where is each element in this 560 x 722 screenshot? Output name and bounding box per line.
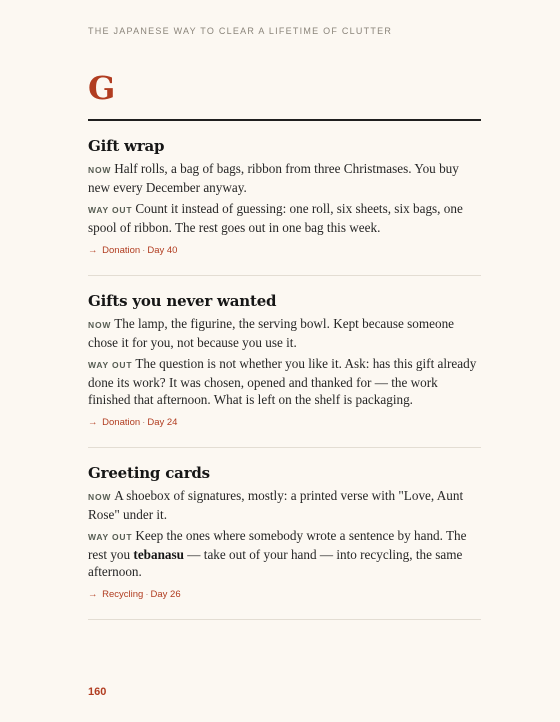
cross-reference	[88, 588, 481, 601]
entry-gifts-you-never-wanted	[88, 276, 481, 448]
cross-reference	[88, 416, 481, 429]
ref-separator: ·	[145, 589, 149, 600]
way-out-paragraph	[88, 200, 481, 236]
page-number: 160	[88, 686, 107, 698]
section-rule	[88, 119, 481, 121]
arrow-right-icon: →	[88, 417, 98, 428]
ref-separator: ·	[142, 417, 146, 428]
now-paragraph	[88, 315, 481, 351]
entry-title: Gifts you never wanted	[88, 292, 277, 310]
entry-title: Gift wrap	[88, 137, 165, 155]
way-out-text: The question is not whether you like it. Ask: has this gift already done its work? It was chosen, opened and thanked for — the work finished that afternoon. What is left on the shelf is packaging.	[88, 356, 477, 407]
ref-day: Day 40	[147, 245, 178, 256]
way-out-label: WAY OUT	[88, 360, 133, 370]
now-paragraph	[88, 160, 481, 196]
section-letter: G	[88, 69, 116, 107]
way-out-paragraph	[88, 355, 481, 408]
now-label: NOW	[88, 320, 112, 330]
way-out-text: Count it instead of guessing: one roll, six sheets, six bags, one spool of ribbon. The rest goes out in one bag this week.	[88, 201, 463, 235]
running-head: THE JAPANESE WAY TO CLEAR A LIFETIME OF CLUTTER	[88, 26, 393, 36]
ref-separator: ·	[142, 245, 146, 256]
way-out-label: WAY OUT	[88, 205, 133, 215]
book-page	[88, 0, 481, 722]
japanese-term: tebanasu	[133, 547, 184, 562]
now-label: NOW	[88, 492, 112, 502]
arrow-right-icon: →	[88, 245, 98, 256]
way-out-text-after: — take out of your hand — into recycling, the same afternoon.	[88, 547, 463, 579]
way-out-text-before: Keep the ones where somebody wrote a sentence by hand. The rest you	[88, 528, 467, 562]
now-text: A shoebox of signatures, mostly: a printed verse with "Love, Aunt Rose" under it.	[88, 488, 464, 522]
way-out-paragraph	[88, 527, 481, 580]
arrow-right-icon: →	[88, 589, 98, 600]
entry-title: Greeting cards	[88, 464, 210, 482]
now-text: The lamp, the figurine, the serving bowl. Kept because someone chose it for you, not because you use it.	[88, 316, 455, 350]
entry-list	[88, 135, 481, 620]
ref-category: Recycling	[102, 589, 144, 600]
now-text: Half rolls, a bag of bags, ribbon from three Christmases. You buy new every December anyway.	[88, 161, 459, 195]
ref-day: Day 26	[150, 589, 181, 600]
way-out-label: WAY OUT	[88, 532, 133, 542]
ref-category: Donation	[102, 245, 141, 256]
ref-day: Day 24	[147, 417, 178, 428]
cross-reference	[88, 244, 481, 257]
now-label: NOW	[88, 165, 112, 175]
entry-gift-wrap	[88, 135, 481, 276]
entry-greeting-cards	[88, 448, 481, 620]
now-paragraph	[88, 487, 481, 523]
ref-category: Donation	[102, 417, 141, 428]
